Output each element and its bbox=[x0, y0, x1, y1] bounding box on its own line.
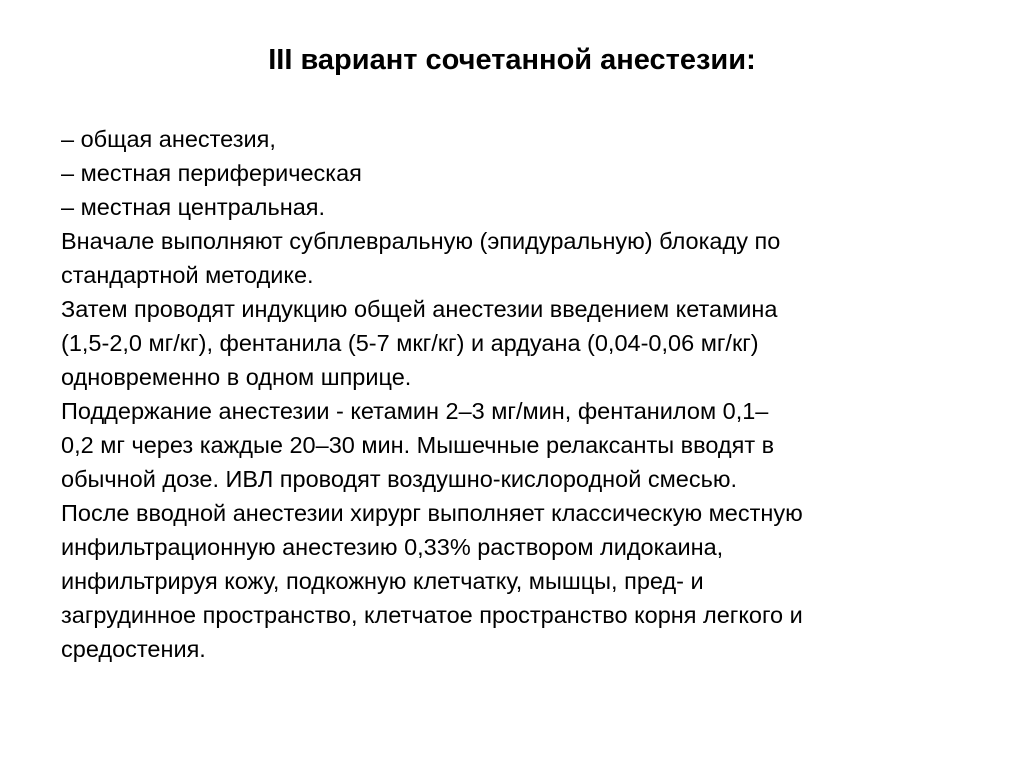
body-line: (1,5-2,0 мг/кг), фентанила (5-7 мкг/кг) и ардуана (0,04-0,06 мг/кг) bbox=[61, 330, 759, 356]
body-line: 0,2 мг через каждые 20–30 мин. Мышечные релаксанты вводят в bbox=[61, 432, 775, 458]
body-line: После вводной анестезии хирург выполняет классическую местную bbox=[61, 500, 803, 526]
body-line-dash-general: – общая анестезия, bbox=[61, 126, 276, 152]
body-line: стандартной методике. bbox=[61, 262, 314, 288]
body-line-dash-central: – местная центральная. bbox=[61, 194, 326, 220]
body-line: загрудинное пространство, клетчатое пространство корня легкого и bbox=[61, 602, 803, 628]
body-line-dash-peripheral: – местная периферическая bbox=[61, 160, 362, 186]
body-line: одновременно в одном шприце. bbox=[61, 364, 412, 390]
slide-title: III вариант сочетанной анестезии: bbox=[268, 44, 756, 76]
slide-body bbox=[61, 122, 991, 666]
body-line: инфильтрационную анестезию 0,33% раствором лидокаина, bbox=[61, 534, 724, 560]
body-line: средостения. bbox=[61, 636, 206, 662]
body-line: Вначале выполняют субплевральную (эпидуральную) блокаду по bbox=[61, 228, 781, 254]
body-line: обычной дозе. ИВЛ проводят воздушно-кислородной смесью. bbox=[61, 466, 737, 492]
body-line: Поддержание анестезии - кетамин 2–3 мг/мин, фентанилом 0,1– bbox=[61, 398, 769, 424]
body-line: Затем проводят индукцию общей анестезии введением кетамина bbox=[61, 296, 778, 322]
body-line: инфильтрируя кожу, подкожную клетчатку, мышцы, пред- и bbox=[61, 568, 704, 594]
